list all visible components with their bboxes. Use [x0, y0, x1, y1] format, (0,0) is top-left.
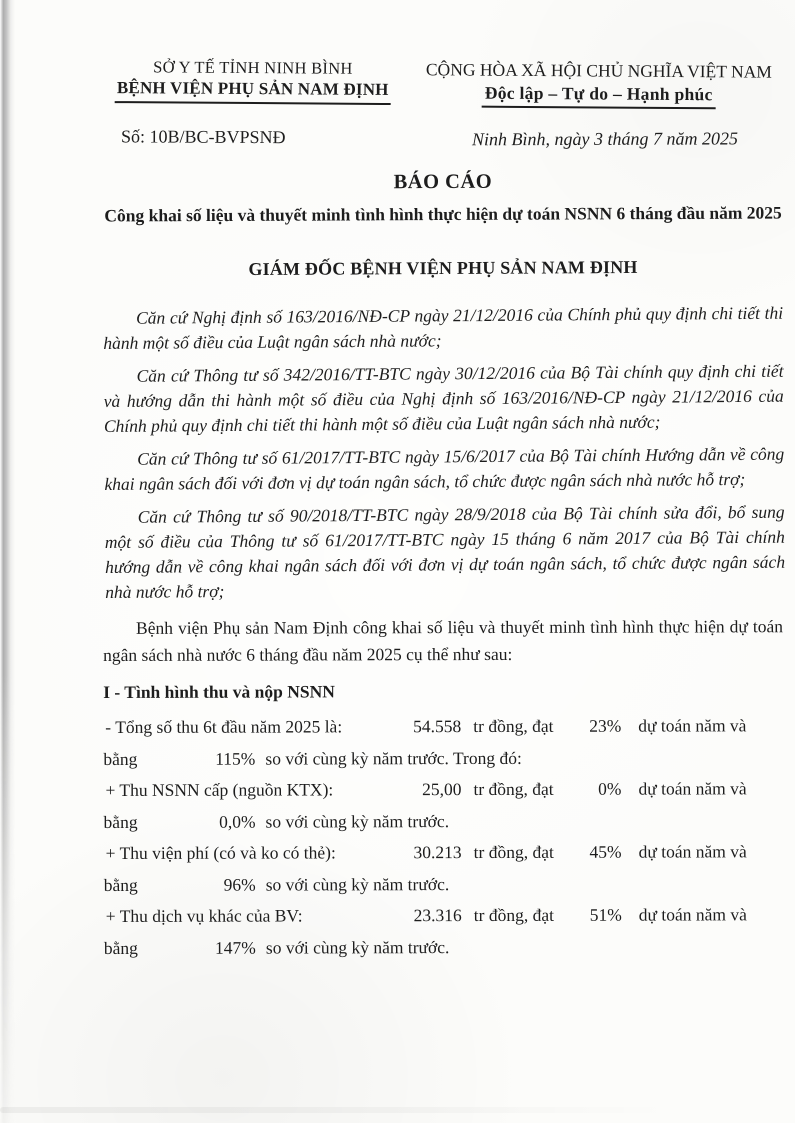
national-title: CỘNG HÒA XÃ HỘI CHỦ NGHĨA VIỆT NAM [425, 59, 772, 82]
revenue-row-nsnn-continued [104, 805, 784, 838]
row-label: - Tổng số thu 6t đầu năm 2025 là: [105, 716, 343, 737]
parent-org-name: SỞ Y TẾ TỈNH NINH BÌNH [153, 57, 353, 78]
row-label: + Thu viện phí (có và ko có thẻ): [105, 842, 336, 863]
row-unit: tr đồng, đạt [473, 841, 554, 863]
row-equal-label: bằng [103, 937, 138, 958]
national-motto: Độc lập – Tự do – Hạnh phúc [482, 82, 716, 110]
row-tail-text: dự toán năm và [638, 904, 747, 925]
row-yoy-percent: 115% [215, 748, 256, 769]
legal-basis-paragraph: Căn cứ Nghị định số 163/2016/NĐ-CP ngày 21/12/2016 của Chính phủ quy định chi tiết thi hành một số điều của Luật ngân sách nhà nước; [103, 302, 784, 353]
revenue-row-hospital-fees-continued [104, 868, 784, 901]
issuing-org-block [103, 56, 403, 107]
row-tail-text: dự toán năm và [638, 715, 747, 736]
intro-paragraph: Bệnh viện Phụ sản Nam Định công khai số liệu và thuyết minh tình hình thực hiện dự toán ngân sách nhà nước 6 tháng đầu năm 2025 cụ thể như sau: [103, 616, 784, 665]
revenue-row-total [103, 710, 783, 743]
row-equal-label: bằng [103, 874, 138, 895]
row-amount: 30.213 [413, 842, 462, 863]
row-amount: 25,00 [422, 779, 462, 800]
row-tail-text: dự toán năm và [638, 778, 747, 799]
row-yoy-percent: 0,0% [219, 811, 256, 832]
revenue-row-nsnn [103, 773, 783, 806]
scan-bottom-shadow [0, 1107, 675, 1113]
row-unit: tr đồng, đạt [473, 904, 555, 926]
place-and-date: Ninh Bình, ngày 3 tháng 7 năm 2025 [471, 128, 739, 150]
legal-basis-section [103, 301, 785, 605]
row-percent-of-plan: 0% [598, 778, 622, 799]
legal-basis-paragraph: Căn cứ Thông tư số 90/2018/TT-BTC ngày 28/9/2018 của Bộ Tài chính sửa đổi, bổ sung một số điều của Thông tư số 61/2017/TT-BTC ngày 15 tháng 6 năm 2017 của Bộ Tài chính hướng dẫn về công khai ngân sách đối với đơn vị dự toán ngân sách, tổ chức được ngân sách nhà nước hỗ trợ; [104, 501, 786, 602]
document-number: Số: 10B/BC-BVPSNĐ [120, 126, 286, 148]
row-percent-of-plan: 51% [589, 904, 622, 925]
row-yoy-text: so với cùng kỳ năm trước. [265, 936, 450, 958]
row-equal-label: bằng [103, 811, 138, 832]
document-number-row [103, 126, 783, 151]
document-header [103, 56, 783, 110]
row-percent-of-plan: 23% [589, 715, 622, 736]
revenue-row-hospital-fees [104, 836, 784, 869]
row-unit: tr đồng, đạt [473, 778, 554, 800]
row-yoy-percent: 147% [215, 937, 256, 958]
national-header-block [421, 58, 777, 109]
row-percent-of-plan: 45% [589, 841, 622, 862]
report-title-block [103, 170, 783, 230]
row-yoy-text: so với cùng kỳ năm trước. [265, 810, 450, 832]
row-label: + Thu dịch vụ khác của BV: [105, 905, 303, 926]
report-title: BÁO CÁO [393, 170, 493, 194]
row-equal-label: bằng [103, 748, 138, 769]
revenue-rows [103, 710, 784, 964]
hospital-name: BỆNH VIỆN PHỤ SẢN NAM ĐỊNH [115, 77, 391, 105]
report-subtitle: Công khai số liệu và thuyết minh tình hình thực hiện dự toán NSNN 6 tháng đầu năm 2025 [104, 202, 782, 226]
row-unit: tr đồng, đạt [473, 715, 554, 737]
revenue-row-total-continued [103, 742, 783, 775]
revenue-row-other-services-continued [104, 931, 784, 964]
row-yoy-text: so với cùng kỳ năm trước. [265, 873, 450, 895]
row-amount: 54.558 [413, 716, 462, 737]
authority-title: GIÁM ĐỐC BỆNH VIỆN PHỤ SẢN NAM ĐỊNH [248, 256, 638, 280]
legal-basis-paragraph: Căn cứ Thông tư số 342/2016/TT-BTC ngày 30/12/2016 của Bộ Tài chính quy định chi tiết và hướng dẫn thi hành một số điều của Nghị định số 163/2016/NĐ-CP ngày 21/12/2016 của Chính phủ quy định chi tiết thi hành một số điều của Luật ngân sách nhà nước; [103, 360, 784, 436]
legal-basis-paragraph: Căn cứ Thông tư số 61/2017/TT-BTC ngày 15/6/2017 của Bộ Tài chính Hướng dẫn về công khai ngân sách đối với đơn vị dự toán ngân sách, tổ chức được ngân sách nhà nước hỗ trợ; [104, 443, 785, 494]
row-label: + Thu NSNN cấp (nguồn KTX): [105, 779, 334, 800]
row-tail-text: dự toán năm và [638, 841, 747, 862]
revenue-row-other-services [104, 899, 784, 932]
row-yoy-percent: 96% [223, 874, 256, 895]
row-yoy-text: so với cùng kỳ năm trước. Trong đó: [265, 747, 522, 769]
section-heading-revenue: I - Tình hình thu và nộp NSNN [103, 681, 335, 702]
report-body [103, 613, 784, 964]
row-amount: 23.316 [413, 905, 462, 926]
